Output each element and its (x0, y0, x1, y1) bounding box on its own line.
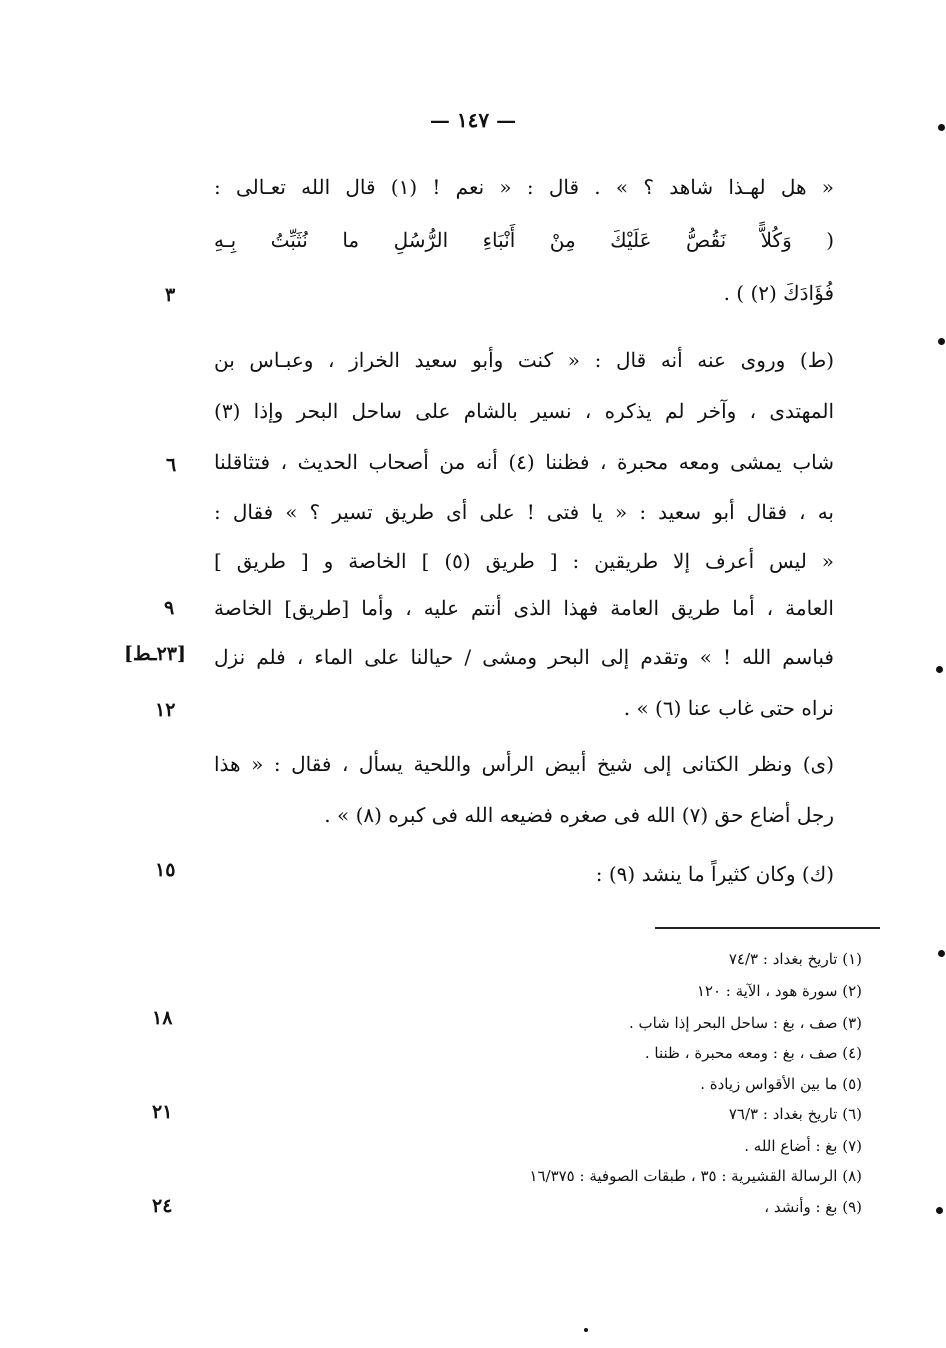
text-line-8: « ليس أعرف إلا طريقين : [ طريق (٥) ] الخاصة و [ طريق ] (214, 549, 834, 573)
footnote-8: (٨) الرسالة القشيرية : ٣٥ ، طبقات الصوفية : ١٦/٣٧٥ (529, 1167, 862, 1185)
margin-dot (936, 666, 943, 673)
text-line-6: شاب يمشى ومعه محبرة ، فظننا (٤) أنه من أصحاب الحديث ، فتثاقلنا (214, 450, 834, 474)
text-line-4: (ط) وروى عنه أنه قال : « كنت وأبو سعيد الخراز ، وعبـاس بن (214, 348, 834, 372)
footnote-1: (١) تاريخ بغداد : ٧٤/٣ (728, 950, 862, 968)
line-marker: ٢١ (152, 1101, 173, 1123)
line-marker: ٦ (166, 454, 177, 476)
margin-dot (938, 950, 945, 957)
text-line-11: نراه حتى غاب عنا (٦) » . (623, 696, 834, 720)
line-marker: ٢٤ (152, 1195, 173, 1217)
folio-note: [٢٣ـط] (124, 643, 187, 665)
line-marker: ١٨ (152, 1007, 173, 1029)
footnote-7: (٧) بغ : أضاع الله . (744, 1137, 862, 1155)
footnote-rule (655, 927, 880, 929)
footnote-2: (٢) سورة هود ، الآية : ١٢٠ (696, 982, 862, 1000)
text-line-2: ( وَكُلاًّ نَقُصُّ عَلَيْكَ مِنْ أَنْبَاءِ الرُّسُلِ ما نُثَبِّتُ بِـهِ (214, 228, 834, 252)
footnote-9: (٩) بغ : وأنشد ، (764, 1198, 862, 1216)
text-line-3: فُؤَادَكَ (٢) ) . (723, 281, 834, 305)
text-line-12: (ى) ونظر الكتانى إلى شيخ أبيض الرأس واللحية يسأل ، فقال : « هذا (214, 752, 834, 776)
footnote-6: (٦) تاريخ بغداد : ٧٦/٣ (728, 1105, 862, 1123)
margin-dot (938, 124, 945, 131)
text-line-7: به ، فقال أبو سعيد : « يا فتى ! على أى طريق تسير ؟ » فقال : (214, 500, 834, 524)
margin-dot (936, 1207, 943, 1214)
page-number: — ١٤٧ — (429, 108, 517, 132)
text-line-5: المهتدى ، وآخر لم يذكره ، نسير بالشام على ساحل البحر وإذا (٣) (214, 399, 834, 423)
text-line-9: العامة ، أما طريق العامة فهذا الذى أنتم عليه ، وأما [طريق] الخاصة (214, 596, 834, 620)
line-marker: ٩ (164, 597, 175, 619)
text-line-14: (ك) وكان كثيراً ما ينشد (٩) : (595, 862, 834, 886)
line-marker: ١٥ (155, 859, 176, 881)
margin-dot (938, 338, 945, 345)
text-line-13: رجل أضاع حق (٧) الله فى صغره فضيعه الله فى كبره (٨) » . (324, 803, 834, 827)
text-line-10: فباسم الله ! » وتقدم إلى البحر ومشى / حيالنا على الماء ، فلم نزل (214, 645, 834, 669)
footnote-4: (٤) صف ، بغ : ومعه محبرة ، ظننا . (644, 1044, 862, 1062)
line-marker: ١٢ (155, 699, 176, 721)
line-marker: ٣ (165, 284, 176, 306)
footnote-3: (٣) صف ، بغ : ساحل البحر إذا شاب . (628, 1014, 862, 1032)
margin-dot (584, 1328, 588, 1332)
footnote-5: (٥) ما بين الأقواس زيادة . (700, 1075, 862, 1093)
text-line-1: « هل لهـذا شاهد ؟ » . قال : « نعم ! (١) قال الله تعـالى : (214, 175, 834, 199)
